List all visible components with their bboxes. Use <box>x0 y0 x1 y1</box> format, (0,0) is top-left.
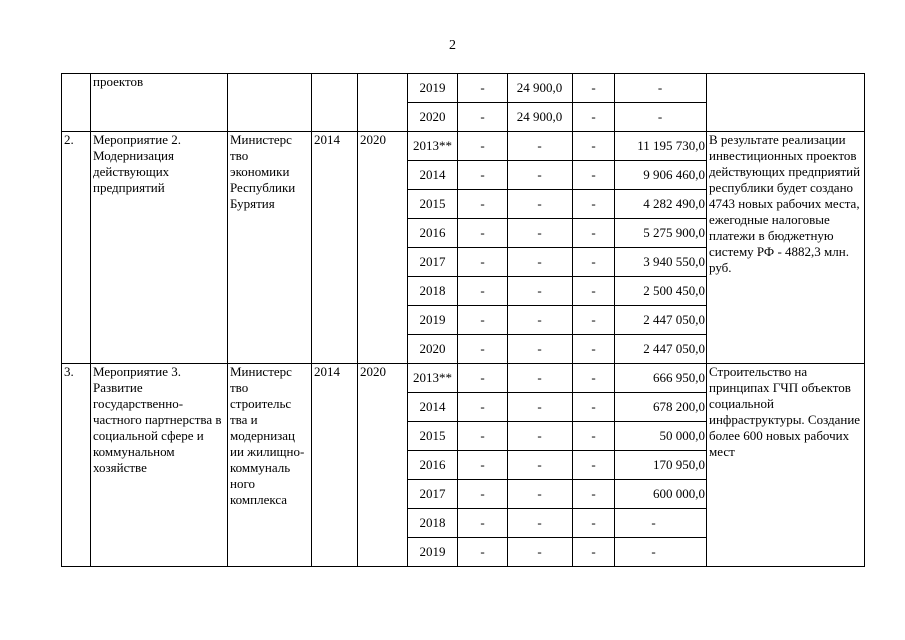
year-cell: 2013** <box>408 132 458 161</box>
value-cell: - <box>573 335 615 364</box>
value-cell: - <box>573 277 615 306</box>
start-cell: 2014 <box>312 364 358 567</box>
year-cell: 2016 <box>408 451 458 480</box>
num-cell: 3. <box>62 364 91 567</box>
name-cell: Мероприятие 2. Модернизация действующих предприятий <box>91 132 228 364</box>
end-cell <box>358 74 408 132</box>
year-cell: 2020 <box>408 335 458 364</box>
value-cell: - <box>573 306 615 335</box>
value-cell: 5 275 900,0 <box>615 219 707 248</box>
value-cell: - <box>573 161 615 190</box>
value-cell: - <box>458 480 508 509</box>
value-cell: - <box>458 393 508 422</box>
year-cell: 2015 <box>408 422 458 451</box>
value-cell: - <box>573 248 615 277</box>
start-cell: 2014 <box>312 132 358 364</box>
num-cell: 2. <box>62 132 91 364</box>
value-cell: - <box>573 451 615 480</box>
value-cell: - <box>508 277 573 306</box>
name-cell: Мероприятие 3. Развитие государственно-частного партнерства в социальной сфере и коммунальном хозяйстве <box>91 364 228 567</box>
year-cell: 2018 <box>408 277 458 306</box>
year-cell: 2018 <box>408 509 458 538</box>
table-row <box>62 364 865 393</box>
result-cell: Строительство на принципах ГЧП объектов социальной инфраструктуры. Создание более 600 новых рабочих мест <box>707 364 865 567</box>
value-cell: - <box>508 219 573 248</box>
value-cell: - <box>508 451 573 480</box>
value-cell: - <box>508 306 573 335</box>
value-cell: - <box>508 538 573 567</box>
value-cell: - <box>508 480 573 509</box>
value-cell: 11 195 730,0 <box>615 132 707 161</box>
executor-cell: Министерс тво экономики Республики Бурятия <box>228 132 312 364</box>
value-cell: - <box>458 74 508 103</box>
year-cell: 2017 <box>408 480 458 509</box>
value-cell: - <box>458 190 508 219</box>
year-cell: 2014 <box>408 393 458 422</box>
year-cell: 2014 <box>408 161 458 190</box>
result-cell <box>707 74 865 132</box>
value-cell: - <box>573 393 615 422</box>
value-cell: - <box>458 538 508 567</box>
value-cell: 2 447 050,0 <box>615 335 707 364</box>
value-cell: - <box>458 364 508 393</box>
value-cell: - <box>508 190 573 219</box>
value-cell: - <box>573 480 615 509</box>
year-cell: 2017 <box>408 248 458 277</box>
value-cell: - <box>458 335 508 364</box>
value-cell: - <box>458 219 508 248</box>
value-cell: - <box>573 509 615 538</box>
value-cell: - <box>615 103 707 132</box>
value-cell: - <box>458 248 508 277</box>
value-cell: 666 950,0 <box>615 364 707 393</box>
value-cell: - <box>508 335 573 364</box>
value-cell: 50 000,0 <box>615 422 707 451</box>
value-cell: - <box>458 422 508 451</box>
year-cell: 2020 <box>408 103 458 132</box>
value-cell: 4 282 490,0 <box>615 190 707 219</box>
value-cell: - <box>458 451 508 480</box>
value-cell: 3 940 550,0 <box>615 248 707 277</box>
year-cell: 2019 <box>408 74 458 103</box>
value-cell: - <box>615 74 707 103</box>
year-cell: 2016 <box>408 219 458 248</box>
value-cell: - <box>615 538 707 567</box>
year-cell: 2015 <box>408 190 458 219</box>
table-body <box>62 74 865 567</box>
value-cell: - <box>508 393 573 422</box>
value-cell: - <box>508 248 573 277</box>
value-cell: - <box>573 422 615 451</box>
value-cell: - <box>508 422 573 451</box>
value-cell: - <box>508 509 573 538</box>
end-cell: 2020 <box>358 364 408 567</box>
value-cell: - <box>458 161 508 190</box>
table-row <box>62 74 865 103</box>
start-cell <box>312 74 358 132</box>
value-cell: 2 500 450,0 <box>615 277 707 306</box>
result-cell: В результате реализации инвестиционных проектов действующих предприятий республики будет создано 4743 новых рабочих места, ежегодные налоговые платежи в бюджетную систему РФ - 4882,3 млн. руб. <box>707 132 865 364</box>
value-cell: - <box>458 132 508 161</box>
value-cell: 2 447 050,0 <box>615 306 707 335</box>
value-cell: - <box>458 509 508 538</box>
executor-cell: Министерс тво строительс тва и модернизац ии жилищно-коммуналь ного комплекса <box>228 364 312 567</box>
num-cell <box>62 74 91 132</box>
value-cell: - <box>573 538 615 567</box>
value-cell: - <box>573 132 615 161</box>
end-cell: 2020 <box>358 132 408 364</box>
value-cell: - <box>573 364 615 393</box>
name-cell: проектов <box>91 74 228 132</box>
value-cell: - <box>508 132 573 161</box>
table-row <box>62 132 865 161</box>
executor-cell <box>228 74 312 132</box>
value-cell: - <box>458 306 508 335</box>
value-cell: 24 900,0 <box>508 74 573 103</box>
page-number: 2 <box>449 38 456 53</box>
value-cell: - <box>508 161 573 190</box>
year-cell: 2019 <box>408 538 458 567</box>
value-cell: 170 950,0 <box>615 451 707 480</box>
value-cell: - <box>573 103 615 132</box>
value-cell: - <box>573 219 615 248</box>
value-cell: - <box>573 74 615 103</box>
year-cell: 2019 <box>408 306 458 335</box>
program-table <box>61 73 865 567</box>
value-cell: 678 200,0 <box>615 393 707 422</box>
value-cell: 24 900,0 <box>508 103 573 132</box>
value-cell: - <box>573 190 615 219</box>
value-cell: 600 000,0 <box>615 480 707 509</box>
value-cell: - <box>458 103 508 132</box>
year-cell: 2013** <box>408 364 458 393</box>
value-cell: - <box>508 364 573 393</box>
value-cell: 9 906 460,0 <box>615 161 707 190</box>
value-cell: - <box>615 509 707 538</box>
value-cell: - <box>458 277 508 306</box>
